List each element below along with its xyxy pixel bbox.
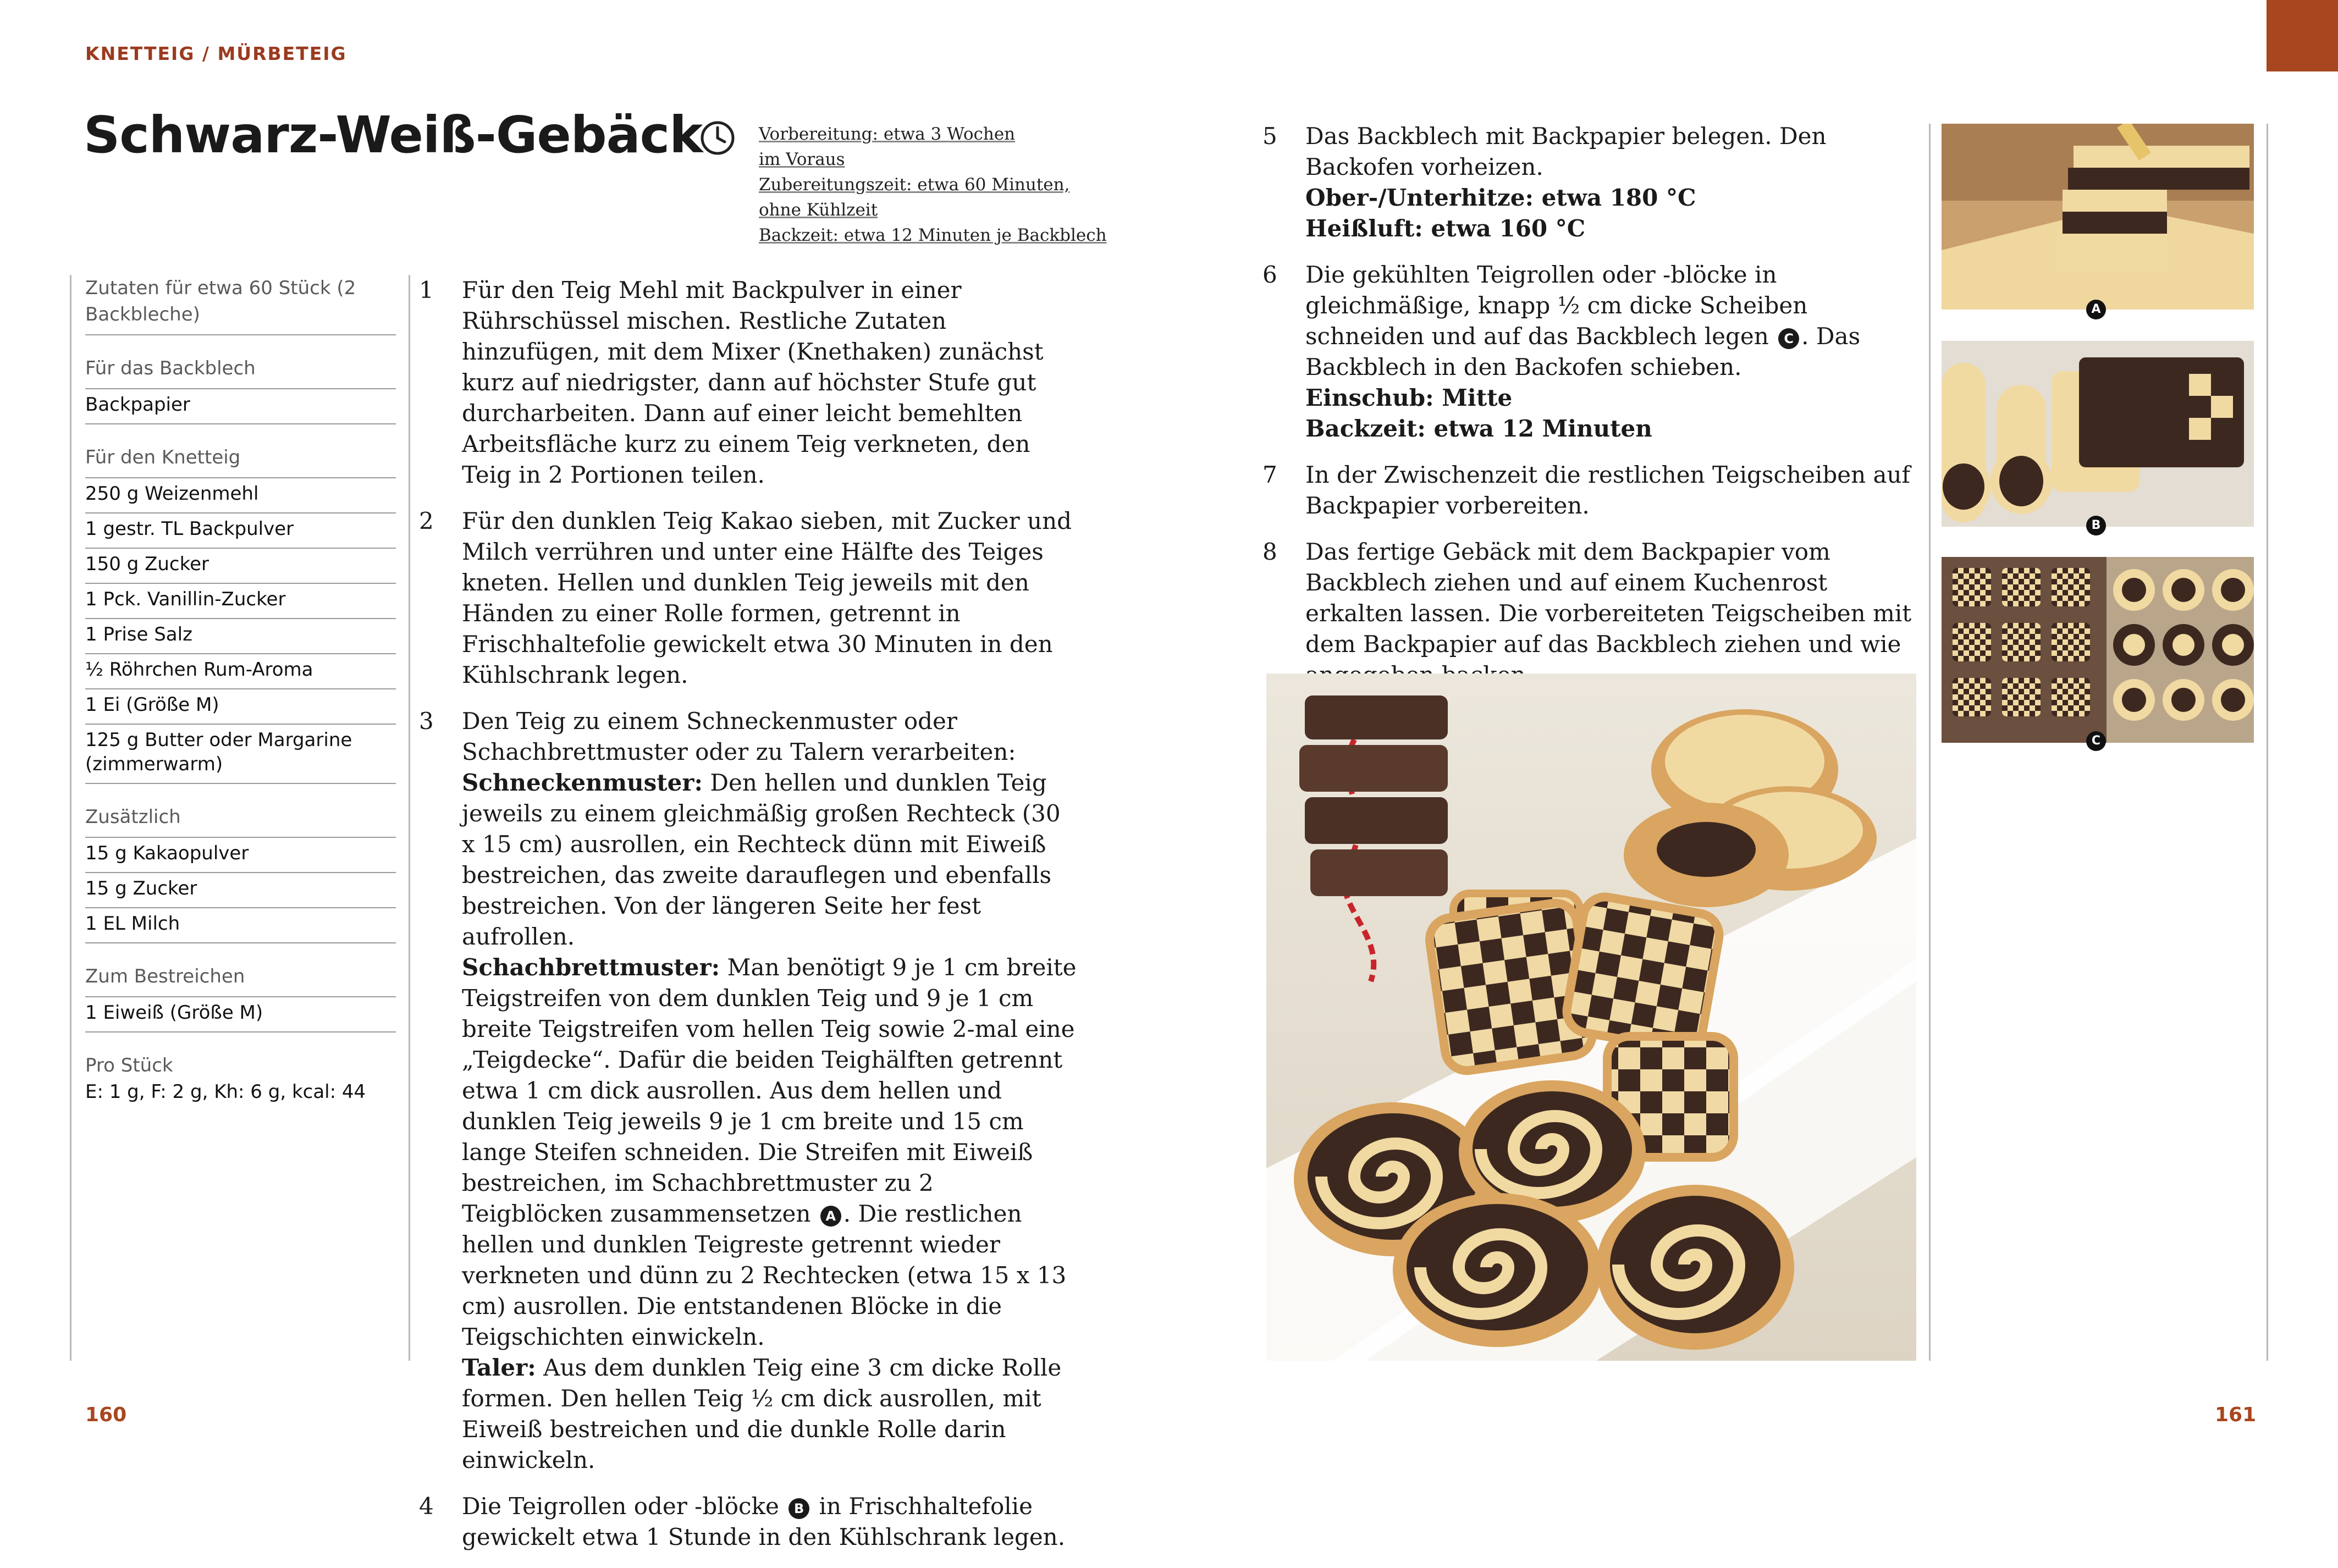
step-text: . Die restlichen hellen und dunklen Teigreste getrennt wieder verkneten und dünn zu 2 Rechtecken (etwa 15 x 13 cm) ausrollen. Die entstandenen Blöcke in die Teigschichten einwickeln. (462, 1200, 1067, 1350)
photo-ref-badge: B (788, 1498, 809, 1519)
ingredient-item: 1 Prise Salz (85, 619, 396, 654)
ingredient-item: 125 g Butter oder Margarine (zimmerwarm) (85, 725, 396, 784)
timing-line: Backzeit: etwa 12 Minuten je Backblech (759, 225, 1107, 245)
column-rule (2267, 124, 2268, 1361)
column-rule (409, 275, 410, 1361)
timing-line: im Voraus (759, 150, 845, 169)
step-4 (419, 1491, 1079, 1553)
photo-ref-badge: C (1778, 328, 1799, 349)
ingredient-section-head: Für das Backblech (85, 355, 396, 389)
column-rule (70, 275, 71, 1361)
step-text: Das fertige Gebäck mit dem Backpapier vom Backblech ziehen und auf einem Kuchenrost erkalten lassen. Die vorbereiteten Teigscheiben mit dem Backpapier auf das Backblech ziehen und wie (1305, 538, 1912, 658)
main-cookie-photo (1266, 673, 1916, 1361)
timing-line: Vorbereitung: etwa 3 Wochen (759, 124, 1016, 144)
steps-column-right (1262, 121, 1917, 706)
nutrition-head: Pro Stück (85, 1054, 173, 1076)
step-label: Schachbrettmuster: (462, 954, 720, 981)
column-rule (1929, 124, 1931, 1361)
step-6 (1262, 260, 1917, 444)
ingredient-item: 1 Pck. Vanillin-Zucker (85, 584, 396, 619)
ingredient-item: 250 g Weizenmehl (85, 478, 396, 514)
step-number: 1 (419, 277, 434, 303)
ingredient-item: 1 Eiweiß (Größe M) (85, 997, 396, 1033)
timing-info (759, 122, 1107, 248)
step-setting: Einschub: Mitte (1305, 384, 1513, 411)
step-text: in Frischhaltefolie gewickelt etwa 1 Stunde in den Kühlschrank legen. (462, 1493, 1066, 1550)
step-photo-c (1942, 557, 2254, 743)
ingredient-item: 15 g Kakaopulver (85, 838, 396, 873)
ingredient-section-head: Zum Bestreichen (85, 963, 396, 997)
ingredient-item: Backpapier (85, 389, 396, 424)
ingredient-item: ½ Röhrchen Rum-Aroma (85, 654, 396, 689)
step-setting: Heißluft: etwa 160 °C (1305, 215, 1586, 242)
step-number: 3 (419, 708, 434, 735)
step-text: Aus dem dunklen Teig eine 3 cm dicke Rolle formen. Den hellen Teig ½ cm dick ausrollen, mit Eiweiß bestreichen und die dunkle Rolle darin einwickeln. (462, 1354, 1062, 1473)
step-number: 7 (1262, 461, 1277, 488)
step-number: 6 (1262, 261, 1277, 288)
step-text: Für den Teig Mehl mit Backpulver in einer Rührschüssel mischen. Restliche Zutaten hinzufügen, mit dem Mixer (Knethaken) zunächst kurz auf niedrigster, dann auf höchster Stufe gut durcharbeiten. Dann auf einer leicht bemehlten Arbeitsfläche kurz zu einem Teig verkneten, den Teig in 2 Portionen teilen. (462, 277, 1044, 488)
step-number: 2 (419, 507, 434, 534)
photo-badge: A (2086, 300, 2106, 319)
step-text: . Das Backblech in den Backofen schieben. (1305, 323, 1861, 380)
photo-ref-badge: A (820, 1206, 841, 1227)
clock-icon (699, 120, 736, 156)
step-label: Taler: (462, 1354, 536, 1381)
step-3 (419, 706, 1079, 1476)
step-1 (419, 275, 1079, 490)
step-photo-b (1942, 341, 2254, 527)
ingredient-item: 1 EL Milch (85, 908, 396, 943)
ingredient-item: 15 g Zucker (85, 873, 396, 908)
chapter-tab (2267, 0, 2338, 71)
step-2 (419, 506, 1079, 691)
step-number: 8 (1262, 538, 1277, 565)
step-text: Das Backblech mit Backpapier belegen. Den Backofen vorheizen. (1305, 123, 1827, 180)
step-text: Den Teig zu einem Schneckenmuster oder Schachbrettmuster oder zu Talern verarbeiten: (462, 708, 1016, 765)
photo-badge: B (2086, 516, 2106, 535)
steps-column-left (419, 275, 1079, 1568)
step-number: 5 (1262, 123, 1277, 150)
step-photo-a (1942, 124, 2254, 310)
ingredient-section-head: Für den Knetteig (85, 444, 396, 478)
section-kicker: KNETTEIG / MÜRBETEIG (85, 43, 347, 64)
step-text: Für den dunklen Teig Kakao sieben, mit Zucker und Milch verrühren und unter eine Hälfte des Teiges kneten. Hellen und dunklen Teig jeweils mit den Händen zu einer Rolle formen, getrennt in Frischhaltefolie gewickelt etwa 30 Minuten in den Kühlschrank legen. (462, 507, 1072, 688)
step-label: Schneckenmuster: (462, 769, 703, 796)
ingredients-list (85, 275, 396, 1111)
ingredient-item: 1 gestr. TL Backpulver (85, 514, 396, 549)
ingredient-section-head: Zusätzlich (85, 804, 396, 838)
timing-line: Zubereitungszeit: etwa 60 Minuten, (759, 175, 1070, 195)
step-text: Den hellen und dunklen Teig jeweils zu einem gleichmäßig großen Rechteck (30 x 15 cm) ausrollen, ein Rechteck dünn mit Eiweiß bestreichen, das zweite darauflegen und ebenfalls bestreichen. Von der längeren Seite her fest aufrollen. (462, 769, 1061, 950)
step-text: In der Zwischenzeit die restlichen Teigscheiben auf Backpapier vorbereiten. (1305, 461, 1911, 519)
step-8 (1262, 537, 1917, 691)
nutrition-values: E: 1 g, F: 2 g, Kh: 6 g, kcal: 44 (85, 1081, 366, 1103)
step-text: Die gekühlten Teigrollen oder -blöcke in gleichmäßige, knapp ½ cm dicke Scheiben schneiden und auf das Backblech legen (1305, 261, 1808, 350)
step-text: Man benötigt 9 je 1 cm breite Teigstreifen von dem dunklen Teig und 9 je 1 cm breite Teigstreifen vom hellen Teig sowie 2-mal eine „Teigdecke“. Dafür die beiden Teighälften getrennt etwa 1 cm dick ausrollen. Aus dem hellen und dunklen Teig jeweils 9 je 1 cm breite und 15 cm lange Steifen schneiden. Die Streifen mit Eiweiß bestreichen, im Schachbrettmuster zu 2 Teigblöcken zusammensetzen (462, 954, 1077, 1227)
ingredients-yield: Zutaten für etwa 60 Stück (2 Backbleche) (85, 275, 396, 335)
step-7 (1262, 460, 1917, 521)
ingredient-item: 150 g Zucker (85, 549, 396, 584)
recipe-title: Schwarz-Weiß-Gebäck (84, 106, 703, 164)
step-5 (1262, 121, 1917, 244)
timing-line: ohne Kühlzeit (759, 200, 878, 220)
step-text: Die Teigrollen oder -blöcke (462, 1493, 779, 1520)
photo-badge: C (2086, 731, 2106, 751)
ingredient-item: 1 Ei (Größe M) (85, 689, 396, 725)
page-number-left: 160 (85, 1404, 127, 1426)
page-number-right: 161 (2215, 1404, 2257, 1426)
step-setting: Backzeit: etwa 12 Minuten (1305, 415, 1652, 442)
step-setting: Ober-/Unterhitze: etwa 180 °C (1305, 184, 1696, 211)
step-number: 4 (419, 1493, 434, 1520)
